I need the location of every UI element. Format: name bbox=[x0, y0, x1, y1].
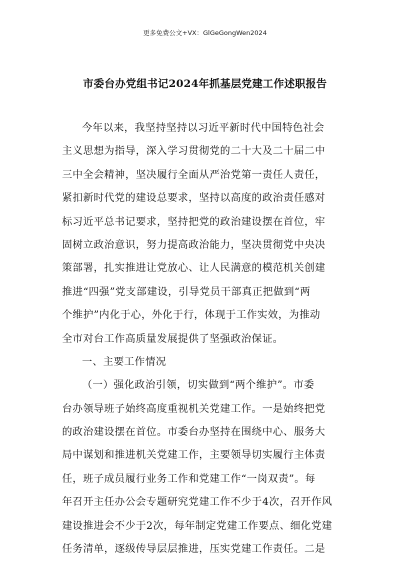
subsection-heading-line: （一）强化政治引领，切实做到“两个维护”。市委 bbox=[82, 380, 315, 392]
document-title: 市委台办党组书记2024年抓基层党建工作述职报告 bbox=[82, 78, 328, 90]
body-line: 任务清单，逐级传导层层推进，压实党建工作责任。二是 bbox=[62, 544, 326, 556]
body-line: 任，班子成员履行业务工作和党建工作“一岗双责”。每 bbox=[62, 473, 316, 485]
body-line: 推进“四强”党支部建设，引导党员干部真正把做到“两 bbox=[62, 286, 311, 298]
body-line: 主义思想为指导，深入学习贯彻党的二十大及二十届二中 bbox=[62, 146, 326, 158]
body-line: 策部署，扎实推进让党放心、让人民满意的模范机关创建 bbox=[62, 263, 326, 275]
body-line: 标习近平总书记要求，坚持把党的政治建设摆在首位，牢 bbox=[62, 216, 326, 228]
body-line: 全市对台工作高质量发展提供了坚强政治保证。 bbox=[62, 333, 284, 345]
body-line: 紧扣新时代党的建设总要求，坚持以高度的政治责任感对 bbox=[62, 193, 326, 205]
body-line: 建设推进会不少于2次，每年制定党建工作要点、细化党建 bbox=[62, 520, 333, 532]
body-line: 三中全会精神，坚决履行全面从严治党第一责任人责任， bbox=[62, 169, 326, 181]
body-line: 年召开主任办公会专题研究党建工作不少于4次，召开作风 bbox=[62, 497, 333, 509]
body-line: 固树立政治意识，努力提高政治能力，坚决贯彻党中央决 bbox=[62, 239, 326, 251]
document-body bbox=[62, 117, 352, 561]
body-line: 个维护”内化于心，外化于行，体现于工作实效，为推动 bbox=[62, 310, 321, 322]
header-promo-note: 更多免费公文+VX：GlGeGongWen2024 bbox=[143, 29, 267, 37]
section-heading: 一、主要工作情况 bbox=[82, 356, 167, 368]
body-line: 台办领导班子始终高度重视机关党建工作。一是始终把党 bbox=[62, 403, 326, 415]
body-line: 局中谋划和推进机关党建工作，主要领导切实履行主体责 bbox=[62, 450, 326, 462]
body-line: 的政治建设摆在首位。市委台办坚持在围绕中心、服务大 bbox=[62, 427, 326, 439]
body-line: 今年以来，我坚持坚持以习近平新时代中国特色社会 bbox=[82, 123, 325, 134]
